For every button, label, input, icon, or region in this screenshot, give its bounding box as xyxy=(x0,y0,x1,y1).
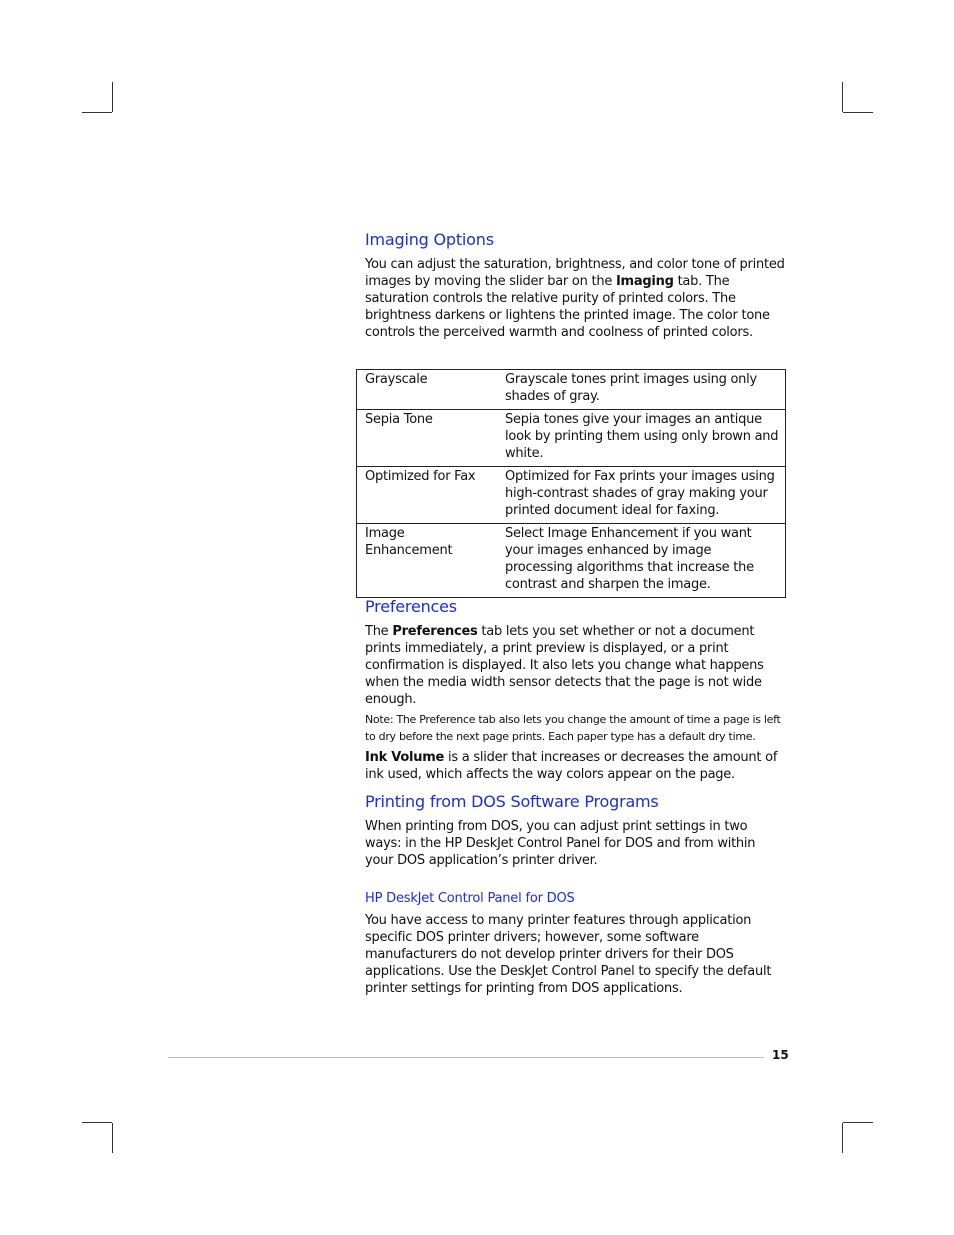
preferences-note: Note: The Preference tab also lets you change the amount of time a page is left to dry before the next page prints. Each paper type has a default dry time. xyxy=(365,713,781,743)
crop-mark xyxy=(82,112,112,113)
option-description: Sepia tones give your images an antique look by printing them using only brown and white. xyxy=(505,412,779,461)
table-row xyxy=(357,370,786,410)
footer-rule xyxy=(168,1057,764,1058)
imaging-section xyxy=(365,230,785,341)
option-description: Optimized for Fax prints your images using high-contrast shades of gray making your printed document ideal for faxing. xyxy=(505,469,775,518)
imaging-tab-name: Imaging xyxy=(615,274,674,289)
crop-mark xyxy=(843,1122,873,1123)
crop-mark xyxy=(112,1123,113,1153)
dos-subheading: HP DeskJet Control Panel for DOS xyxy=(365,891,575,906)
preferences-paragraph: The Preferences tab lets you set whether or not a document prints immediately, a print preview is displayed, or a print confirmation is displayed. It also lets you change what happens when the media width sensor detects that the page is not wide enough. xyxy=(365,624,764,707)
dos-section xyxy=(365,792,785,997)
imaging-options-table xyxy=(356,369,786,598)
table-row xyxy=(357,524,786,598)
crop-mark xyxy=(112,82,113,112)
option-term: Optimized for Fax xyxy=(365,469,476,484)
preferences-section xyxy=(365,597,785,783)
imaging-paragraph: You can adjust the saturation, brightness, and color tone of printed images by moving the slider bar on the Imaging tab. The saturation controls the relative purity of printed colors. The brightness darkens or lightens the printed image. The color tone controls the perceived warmth and coolness of printed colors. xyxy=(365,257,785,340)
dos-control-panel-paragraph: You have access to many printer features through application specific DOS printer drivers; however, some software manufacturers do not develop printer drivers for their DOS applications. Use the DeskJet Control Panel to specify the default printer settings for printing from DOS applications. xyxy=(365,913,772,996)
ink-volume-term: Ink Volume xyxy=(365,750,445,765)
preferences-tab-name: Preferences xyxy=(392,624,478,639)
crop-mark xyxy=(842,82,843,112)
page-number: 15 xyxy=(772,1048,789,1062)
option-description: Grayscale tones print images using only shades of gray. xyxy=(505,372,757,404)
table-row xyxy=(357,467,786,524)
preferences-heading: Preferences xyxy=(365,597,457,616)
option-term: Grayscale xyxy=(365,372,428,387)
dos-heading: Printing from DOS Software Programs xyxy=(365,792,659,811)
option-description: Select Image Enhancement if you want your images enhanced by image processing algorithms that increase the contrast and sharpen the image. xyxy=(505,526,754,592)
table-row xyxy=(357,410,786,467)
crop-mark xyxy=(82,1122,112,1123)
imaging-heading: Imaging Options xyxy=(365,230,494,249)
ink-volume-paragraph: Ink Volume is a slider that increases or decreases the amount of ink used, which affects the way colors appear on the page. xyxy=(365,750,778,782)
crop-mark xyxy=(843,112,873,113)
crop-mark xyxy=(842,1123,843,1153)
option-term: Sepia Tone xyxy=(365,412,433,427)
option-term: Image Enhancement xyxy=(365,526,453,558)
dos-paragraph: When printing from DOS, you can adjust print settings in two ways: in the HP DeskJet Control Panel for DOS and from within your DOS application’s printer driver. xyxy=(365,819,756,868)
